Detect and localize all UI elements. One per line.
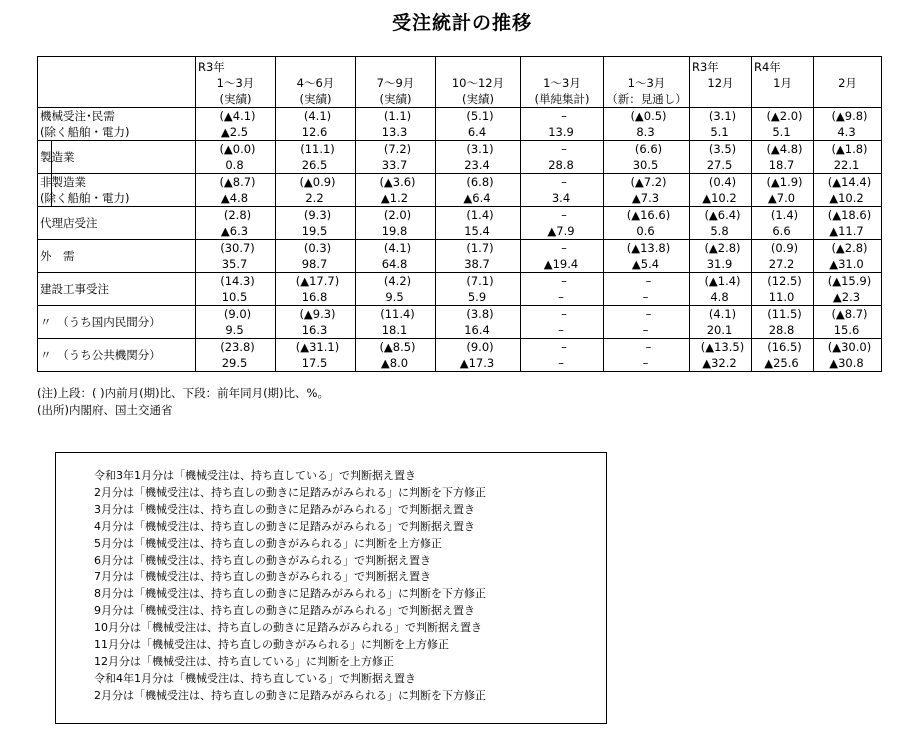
column-year: R3年 bbox=[198, 60, 225, 74]
mom-change: (30.7) bbox=[220, 241, 255, 255]
yoy-change: 2.2 bbox=[305, 191, 324, 205]
yoy-change: 6.4 bbox=[467, 125, 487, 139]
yoy-change: ▲19.4 bbox=[543, 257, 579, 271]
column-note: (実績) bbox=[299, 92, 332, 106]
mom-change: (▲15.9) bbox=[827, 274, 872, 288]
column-header bbox=[752, 57, 814, 108]
footnote: (注)上段：( )内前月(期)比、下段：前年同月(期)比、%。 bbox=[37, 386, 329, 400]
mom-change: (1.4) bbox=[466, 208, 494, 222]
yoy-change: – bbox=[642, 290, 649, 304]
table-row bbox=[38, 207, 882, 240]
mom-change: (▲13.8) bbox=[626, 241, 671, 255]
mom-change: – bbox=[561, 208, 567, 222]
value-cell bbox=[690, 141, 752, 174]
judgment-line: 8月分は「機械受注は、持ち直しの動きに足踏みがみられる」に判断を下方修正 bbox=[94, 587, 486, 601]
mom-change: – bbox=[561, 109, 567, 123]
column-note: （新：見通し） bbox=[606, 92, 687, 106]
value-cell bbox=[690, 207, 752, 240]
mom-change: (2.0) bbox=[383, 208, 412, 222]
mom-change: (▲14.4) bbox=[827, 175, 872, 189]
column-period: 12月 bbox=[707, 76, 734, 90]
yoy-change: 0.6 bbox=[636, 224, 655, 238]
yoy-change: ▲30.8 bbox=[829, 356, 864, 370]
yoy-change: 10.5 bbox=[221, 290, 248, 304]
column-note: (実績) bbox=[462, 92, 494, 106]
yoy-change: 6.6 bbox=[772, 224, 791, 238]
table-row bbox=[38, 141, 882, 174]
value-cell bbox=[521, 273, 604, 306]
value-cell bbox=[436, 273, 521, 306]
yoy-change: ▲10.2 bbox=[829, 191, 864, 205]
indent-line bbox=[51, 173, 52, 207]
yoy-change: – bbox=[558, 356, 564, 370]
value-cell bbox=[436, 108, 521, 141]
mom-change: (▲4.8) bbox=[766, 142, 803, 156]
yoy-change: 9.5 bbox=[385, 290, 404, 304]
yoy-change: ▲10.2 bbox=[702, 191, 737, 205]
yoy-change: 35.7 bbox=[221, 257, 248, 271]
row-label bbox=[38, 108, 196, 141]
column-year: R4年 bbox=[754, 60, 781, 74]
yoy-change: – bbox=[642, 356, 649, 370]
mom-change: (1.1) bbox=[383, 109, 412, 123]
row-label bbox=[38, 141, 196, 174]
column-note: (実績) bbox=[219, 92, 252, 106]
mom-change: (▲13.5) bbox=[700, 340, 745, 354]
judgment-line: 2月分は「機械受注は、持ち直しの動きに足踏みがみられる」に判断を下方修正 bbox=[94, 485, 486, 499]
yoy-change: ▲5.4 bbox=[631, 257, 660, 271]
value-cell bbox=[604, 174, 690, 207]
value-cell bbox=[690, 108, 752, 141]
value-cell bbox=[604, 240, 690, 273]
mom-change: (▲18.6) bbox=[827, 208, 872, 222]
value-cell bbox=[436, 339, 521, 372]
yoy-change: 13.3 bbox=[381, 125, 408, 139]
value-cell bbox=[276, 207, 356, 240]
mom-change: (▲2.0) bbox=[766, 109, 803, 123]
mom-change: (▲8.7) bbox=[219, 175, 256, 189]
column-period: 2月 bbox=[838, 76, 857, 90]
column-period: 1～3月 bbox=[627, 76, 666, 90]
mom-change: (7.1) bbox=[466, 274, 494, 288]
mom-change: (6.6) bbox=[634, 142, 663, 156]
value-cell bbox=[690, 174, 752, 207]
yoy-change: 9.5 bbox=[225, 323, 244, 337]
column-header bbox=[276, 57, 356, 108]
value-cell bbox=[196, 207, 276, 240]
column-note: (単純集計) bbox=[534, 92, 590, 106]
value-cell bbox=[752, 339, 814, 372]
table-row bbox=[38, 108, 882, 141]
yoy-change: – bbox=[558, 290, 564, 304]
column-note: (実績) bbox=[379, 92, 412, 106]
table-row bbox=[38, 273, 882, 306]
mom-change: (4.2) bbox=[383, 274, 412, 288]
mom-change: (▲6.4) bbox=[704, 208, 741, 222]
mom-change: – bbox=[561, 274, 567, 288]
value-cell bbox=[814, 207, 882, 240]
value-cell bbox=[690, 273, 752, 306]
value-cell bbox=[521, 240, 604, 273]
mom-change: (▲16.6) bbox=[626, 208, 671, 222]
yoy-change: 16.4 bbox=[464, 323, 490, 337]
yoy-change: 11.0 bbox=[768, 290, 795, 304]
value-cell bbox=[604, 306, 690, 339]
row-label bbox=[38, 174, 196, 207]
yoy-change: 28.8 bbox=[548, 158, 574, 172]
value-cell bbox=[814, 339, 882, 372]
value-cell bbox=[436, 174, 521, 207]
column-year: R3年 bbox=[692, 60, 719, 74]
value-cell bbox=[356, 273, 436, 306]
yoy-change: 15.4 bbox=[464, 224, 490, 238]
value-cell bbox=[276, 240, 356, 273]
value-cell bbox=[276, 339, 356, 372]
mom-change: (3.1) bbox=[466, 142, 494, 156]
judgment-line: 9月分は「機械受注は、持ち直しの動きに足踏みがみられる」で判断据え置き bbox=[94, 604, 475, 618]
value-cell bbox=[752, 108, 814, 141]
mom-change: (7.2) bbox=[383, 142, 412, 156]
yoy-change: 3.4 bbox=[551, 191, 571, 205]
column-period: 1月 bbox=[773, 76, 792, 90]
yoy-change: ▲32.2 bbox=[702, 356, 737, 370]
row-label-main: 製造業 bbox=[40, 150, 75, 164]
judgment-list bbox=[94, 468, 486, 705]
yoy-change: ▲2.3 bbox=[832, 290, 861, 304]
mom-change: (▲1.4) bbox=[704, 274, 741, 288]
column-header bbox=[690, 57, 752, 108]
value-cell bbox=[196, 240, 276, 273]
judgment-line: 5月分は「機械受注は、持ち直しの動きがみられる」に判断を上方修正 bbox=[94, 536, 442, 550]
yoy-change: 0.8 bbox=[225, 158, 244, 172]
value-cell bbox=[814, 273, 882, 306]
yoy-change: 26.5 bbox=[301, 158, 328, 172]
row-label bbox=[38, 339, 196, 372]
yoy-change: ▲6.3 bbox=[220, 224, 249, 238]
mom-change: (▲3.6) bbox=[379, 175, 416, 189]
column-period: 1～3月 bbox=[216, 76, 255, 90]
row-label-sub: (除く船舶・電力) bbox=[40, 125, 130, 139]
mom-change: (▲0.9) bbox=[299, 175, 336, 189]
mom-change: (2.8) bbox=[223, 208, 252, 222]
value-cell bbox=[604, 141, 690, 174]
mom-change: (11.5) bbox=[767, 307, 802, 321]
judgment-line: 6月分は「機械受注は、持ち直しの動きがみられる」で判断据え置き bbox=[94, 553, 431, 567]
mom-change: (4.1) bbox=[383, 241, 412, 255]
page-title: 受注統計の推移 bbox=[391, 12, 532, 34]
yoy-change: ▲1.2 bbox=[380, 191, 409, 205]
table-row bbox=[38, 306, 882, 339]
row-label-main: 外 需 bbox=[40, 249, 75, 263]
value-cell bbox=[752, 306, 814, 339]
mom-change: – bbox=[645, 307, 652, 321]
yoy-change: 27.2 bbox=[768, 257, 795, 271]
column-header bbox=[196, 57, 276, 108]
header-corner bbox=[38, 57, 196, 108]
mom-change: (11.4) bbox=[380, 307, 415, 321]
yoy-change: 5.1 bbox=[772, 125, 791, 139]
mom-change: – bbox=[561, 340, 567, 354]
yoy-change: 12.6 bbox=[301, 125, 328, 139]
mom-change: – bbox=[561, 241, 567, 255]
value-cell bbox=[436, 141, 521, 174]
value-cell bbox=[276, 306, 356, 339]
yoy-change: 8.3 bbox=[636, 125, 655, 139]
value-cell bbox=[356, 240, 436, 273]
mom-change: (23.8) bbox=[220, 340, 255, 354]
mom-change: (4.1) bbox=[708, 307, 737, 321]
value-cell bbox=[690, 306, 752, 339]
yoy-change: 22.1 bbox=[833, 158, 860, 172]
mom-change: (▲0.5) bbox=[630, 109, 667, 123]
yoy-change: 38.7 bbox=[464, 257, 490, 271]
yoy-change: ▲17.3 bbox=[459, 356, 495, 370]
value-cell bbox=[521, 174, 604, 207]
mom-change: (▲8.5) bbox=[379, 340, 416, 354]
yoy-change: ▲2.5 bbox=[220, 125, 249, 139]
table-row bbox=[38, 174, 882, 207]
notes bbox=[37, 385, 329, 419]
yoy-change: 28.8 bbox=[768, 323, 795, 337]
judgment-line: 令和3年1月分は「機械受注は、持ち直している」で判断据え置き bbox=[94, 469, 416, 482]
value-cell bbox=[690, 339, 752, 372]
column-header bbox=[604, 57, 690, 108]
value-cell bbox=[604, 108, 690, 141]
judgment-line: 2月分は「機械受注は、持ち直しの動きに足踏みがみられる」に判断を下方修正 bbox=[94, 688, 486, 702]
yoy-change: ▲7.3 bbox=[631, 191, 660, 205]
yoy-change: ▲7.9 bbox=[547, 224, 575, 238]
mom-change: (▲2.8) bbox=[831, 241, 868, 255]
yoy-change: 5.8 bbox=[710, 224, 729, 238]
judgment-line: 12月分は「機械受注は、持ち直している」に判断を上方修正 bbox=[94, 654, 394, 668]
yoy-change: ▲25.6 bbox=[764, 356, 799, 370]
value-cell bbox=[436, 207, 521, 240]
value-cell bbox=[356, 339, 436, 372]
value-cell bbox=[196, 306, 276, 339]
yoy-change: 98.7 bbox=[301, 257, 328, 271]
value-cell bbox=[814, 240, 882, 273]
yoy-change: ▲7.0 bbox=[767, 191, 796, 205]
column-period: 10～12月 bbox=[451, 76, 505, 90]
row-label-main: 機械受注･民需 bbox=[40, 109, 115, 123]
yoy-change: 20.1 bbox=[706, 323, 733, 337]
value-cell bbox=[196, 339, 276, 372]
mom-change: (▲0.0) bbox=[219, 142, 256, 156]
mom-change: (▲2.8) bbox=[704, 241, 741, 255]
mom-change: (0.9) bbox=[770, 241, 799, 255]
mom-change: (▲1.9) bbox=[766, 175, 803, 189]
table-row bbox=[38, 339, 882, 372]
value-cell bbox=[752, 273, 814, 306]
yoy-change: ▲31.0 bbox=[829, 257, 864, 271]
yoy-change: ▲11.7 bbox=[829, 224, 864, 238]
row-label bbox=[38, 306, 196, 339]
mom-change: (▲7.2) bbox=[630, 175, 667, 189]
yoy-change: 5.1 bbox=[710, 125, 729, 139]
row-label bbox=[38, 273, 196, 306]
mom-change: (6.8) bbox=[466, 175, 494, 189]
value-cell bbox=[752, 174, 814, 207]
value-cell bbox=[521, 108, 604, 141]
value-cell bbox=[276, 174, 356, 207]
mom-change: (▲17.7) bbox=[295, 274, 340, 288]
orders-statistics-table bbox=[37, 56, 882, 372]
value-cell bbox=[436, 306, 521, 339]
mom-change: (▲1.8) bbox=[831, 142, 868, 156]
judgment-line: 7月分は「機械受注は、持ち直しの動きがみられる」で判断据え置き bbox=[94, 570, 431, 584]
value-cell bbox=[276, 141, 356, 174]
mom-change: (14.3) bbox=[220, 274, 255, 288]
value-cell bbox=[752, 240, 814, 273]
mom-change: (9.3) bbox=[303, 208, 332, 222]
column-header bbox=[356, 57, 436, 108]
yoy-change: 13.9 bbox=[548, 125, 574, 139]
column-period: 7～9月 bbox=[376, 76, 415, 90]
value-cell bbox=[356, 141, 436, 174]
yoy-change: 4.8 bbox=[710, 290, 729, 304]
yoy-change: 31.9 bbox=[706, 257, 733, 271]
row-label-main: 建設工事受注 bbox=[40, 282, 109, 296]
yoy-change: 23.4 bbox=[464, 158, 490, 172]
mom-change: (▲4.1) bbox=[219, 109, 256, 123]
value-cell bbox=[521, 306, 604, 339]
row-label-main: 〃 （うち公共機関分） bbox=[40, 348, 161, 362]
yoy-change: 15.6 bbox=[833, 323, 860, 337]
value-cell bbox=[814, 306, 882, 339]
value-cell bbox=[752, 207, 814, 240]
yoy-change: 17.5 bbox=[301, 356, 328, 370]
yoy-change: 4.3 bbox=[837, 125, 856, 139]
row-label bbox=[38, 240, 196, 273]
table-header-row bbox=[38, 57, 882, 108]
mom-change: (3.5) bbox=[708, 142, 737, 156]
yoy-change: 18.7 bbox=[768, 158, 795, 172]
column-header bbox=[814, 57, 882, 108]
column-header bbox=[521, 57, 604, 108]
value-cell bbox=[276, 273, 356, 306]
mom-change: (9.0) bbox=[466, 340, 494, 354]
yoy-change: 27.5 bbox=[706, 158, 733, 172]
column-period: 4～6月 bbox=[296, 76, 335, 90]
table-row bbox=[38, 240, 882, 273]
value-cell bbox=[196, 108, 276, 141]
mom-change: – bbox=[645, 340, 652, 354]
value-cell bbox=[814, 141, 882, 174]
value-cell bbox=[604, 207, 690, 240]
value-cell bbox=[814, 108, 882, 141]
mom-change: (3.1) bbox=[708, 109, 737, 123]
mom-change: (5.1) bbox=[466, 109, 494, 123]
value-cell bbox=[196, 273, 276, 306]
source-note: (出所)内閣府、国土交通省 bbox=[37, 403, 173, 417]
yoy-change: 16.8 bbox=[301, 290, 328, 304]
mom-change: (0.4) bbox=[708, 175, 737, 189]
mom-change: (▲9.8) bbox=[831, 109, 868, 123]
value-cell bbox=[356, 108, 436, 141]
row-label-main: 〃 （うち国内民間分） bbox=[40, 315, 161, 329]
value-cell bbox=[814, 174, 882, 207]
mom-change: – bbox=[561, 307, 567, 321]
mom-change: (9.0) bbox=[223, 307, 252, 321]
mom-change: (▲30.0) bbox=[827, 340, 872, 354]
mom-change: – bbox=[561, 142, 567, 156]
judgment-line: 3月分は「機械受注は、持ち直しの動きに足踏みがみられる」で判断据え置き bbox=[94, 502, 475, 516]
value-cell bbox=[196, 174, 276, 207]
row-label-sub: (除く船舶・電力) bbox=[40, 191, 130, 205]
mom-change: (12.5) bbox=[767, 274, 802, 288]
judgment-line: 10月分は「機械受注は、持ち直しの動きに足踏みがみられる」で判断据え置き bbox=[94, 621, 482, 635]
value-cell bbox=[356, 306, 436, 339]
mom-change: (1.7) bbox=[466, 241, 494, 255]
row-label-main: 代理店受注 bbox=[40, 216, 98, 230]
value-cell bbox=[521, 339, 604, 372]
judgment-line: 令和4年1月分は「機械受注は、持ち直している」で判断据え置き bbox=[94, 671, 416, 685]
judgment-line: 11月分は「機械受注は、持ち直しの動きがみられる」に判断を上方修正 bbox=[94, 638, 449, 652]
indent-line bbox=[51, 140, 52, 174]
yoy-change: 64.8 bbox=[381, 257, 408, 271]
column-header bbox=[436, 57, 521, 108]
yoy-change: 19.5 bbox=[301, 224, 328, 238]
mom-change: (▲9.3) bbox=[299, 307, 336, 321]
value-cell bbox=[521, 141, 604, 174]
value-cell bbox=[196, 141, 276, 174]
row-label-main: 非製造業 bbox=[40, 175, 86, 189]
value-cell bbox=[690, 240, 752, 273]
yoy-change: – bbox=[558, 323, 564, 337]
yoy-change: 19.8 bbox=[381, 224, 408, 238]
value-cell bbox=[521, 207, 604, 240]
value-cell bbox=[276, 108, 356, 141]
yoy-change: 33.7 bbox=[381, 158, 408, 172]
yoy-change: ▲6.4 bbox=[463, 191, 491, 205]
value-cell bbox=[436, 240, 521, 273]
value-cell bbox=[604, 273, 690, 306]
value-cell bbox=[356, 174, 436, 207]
value-cell bbox=[604, 339, 690, 372]
mom-change: – bbox=[645, 274, 652, 288]
yoy-change: 5.9 bbox=[467, 290, 487, 304]
judgment-line: 4月分は「機械受注は、持ち直しの動きに足踏みがみられる」で判断据え置き bbox=[94, 519, 475, 533]
yoy-change: 30.5 bbox=[632, 158, 659, 172]
column-period: 1～3月 bbox=[543, 76, 581, 90]
mom-change: (1.4) bbox=[770, 208, 799, 222]
yoy-change: 18.1 bbox=[381, 323, 408, 337]
mom-change: – bbox=[561, 175, 567, 189]
value-cell bbox=[356, 207, 436, 240]
mom-change: (▲8.7) bbox=[831, 307, 868, 321]
mom-change: (3.8) bbox=[466, 307, 494, 321]
mom-change: (16.5) bbox=[767, 340, 802, 354]
judgment-history-box bbox=[55, 452, 607, 724]
yoy-change: – bbox=[642, 323, 649, 337]
yoy-change: ▲4.8 bbox=[220, 191, 249, 205]
mom-change: (0.3) bbox=[303, 241, 332, 255]
yoy-change: 29.5 bbox=[221, 356, 248, 370]
mom-change: (4.1) bbox=[303, 109, 332, 123]
mom-change: (11.1) bbox=[300, 142, 335, 156]
mom-change: (▲31.1) bbox=[295, 340, 340, 354]
row-label bbox=[38, 207, 196, 240]
value-cell bbox=[752, 141, 814, 174]
yoy-change: ▲8.0 bbox=[380, 356, 409, 370]
yoy-change: 16.3 bbox=[301, 323, 328, 337]
